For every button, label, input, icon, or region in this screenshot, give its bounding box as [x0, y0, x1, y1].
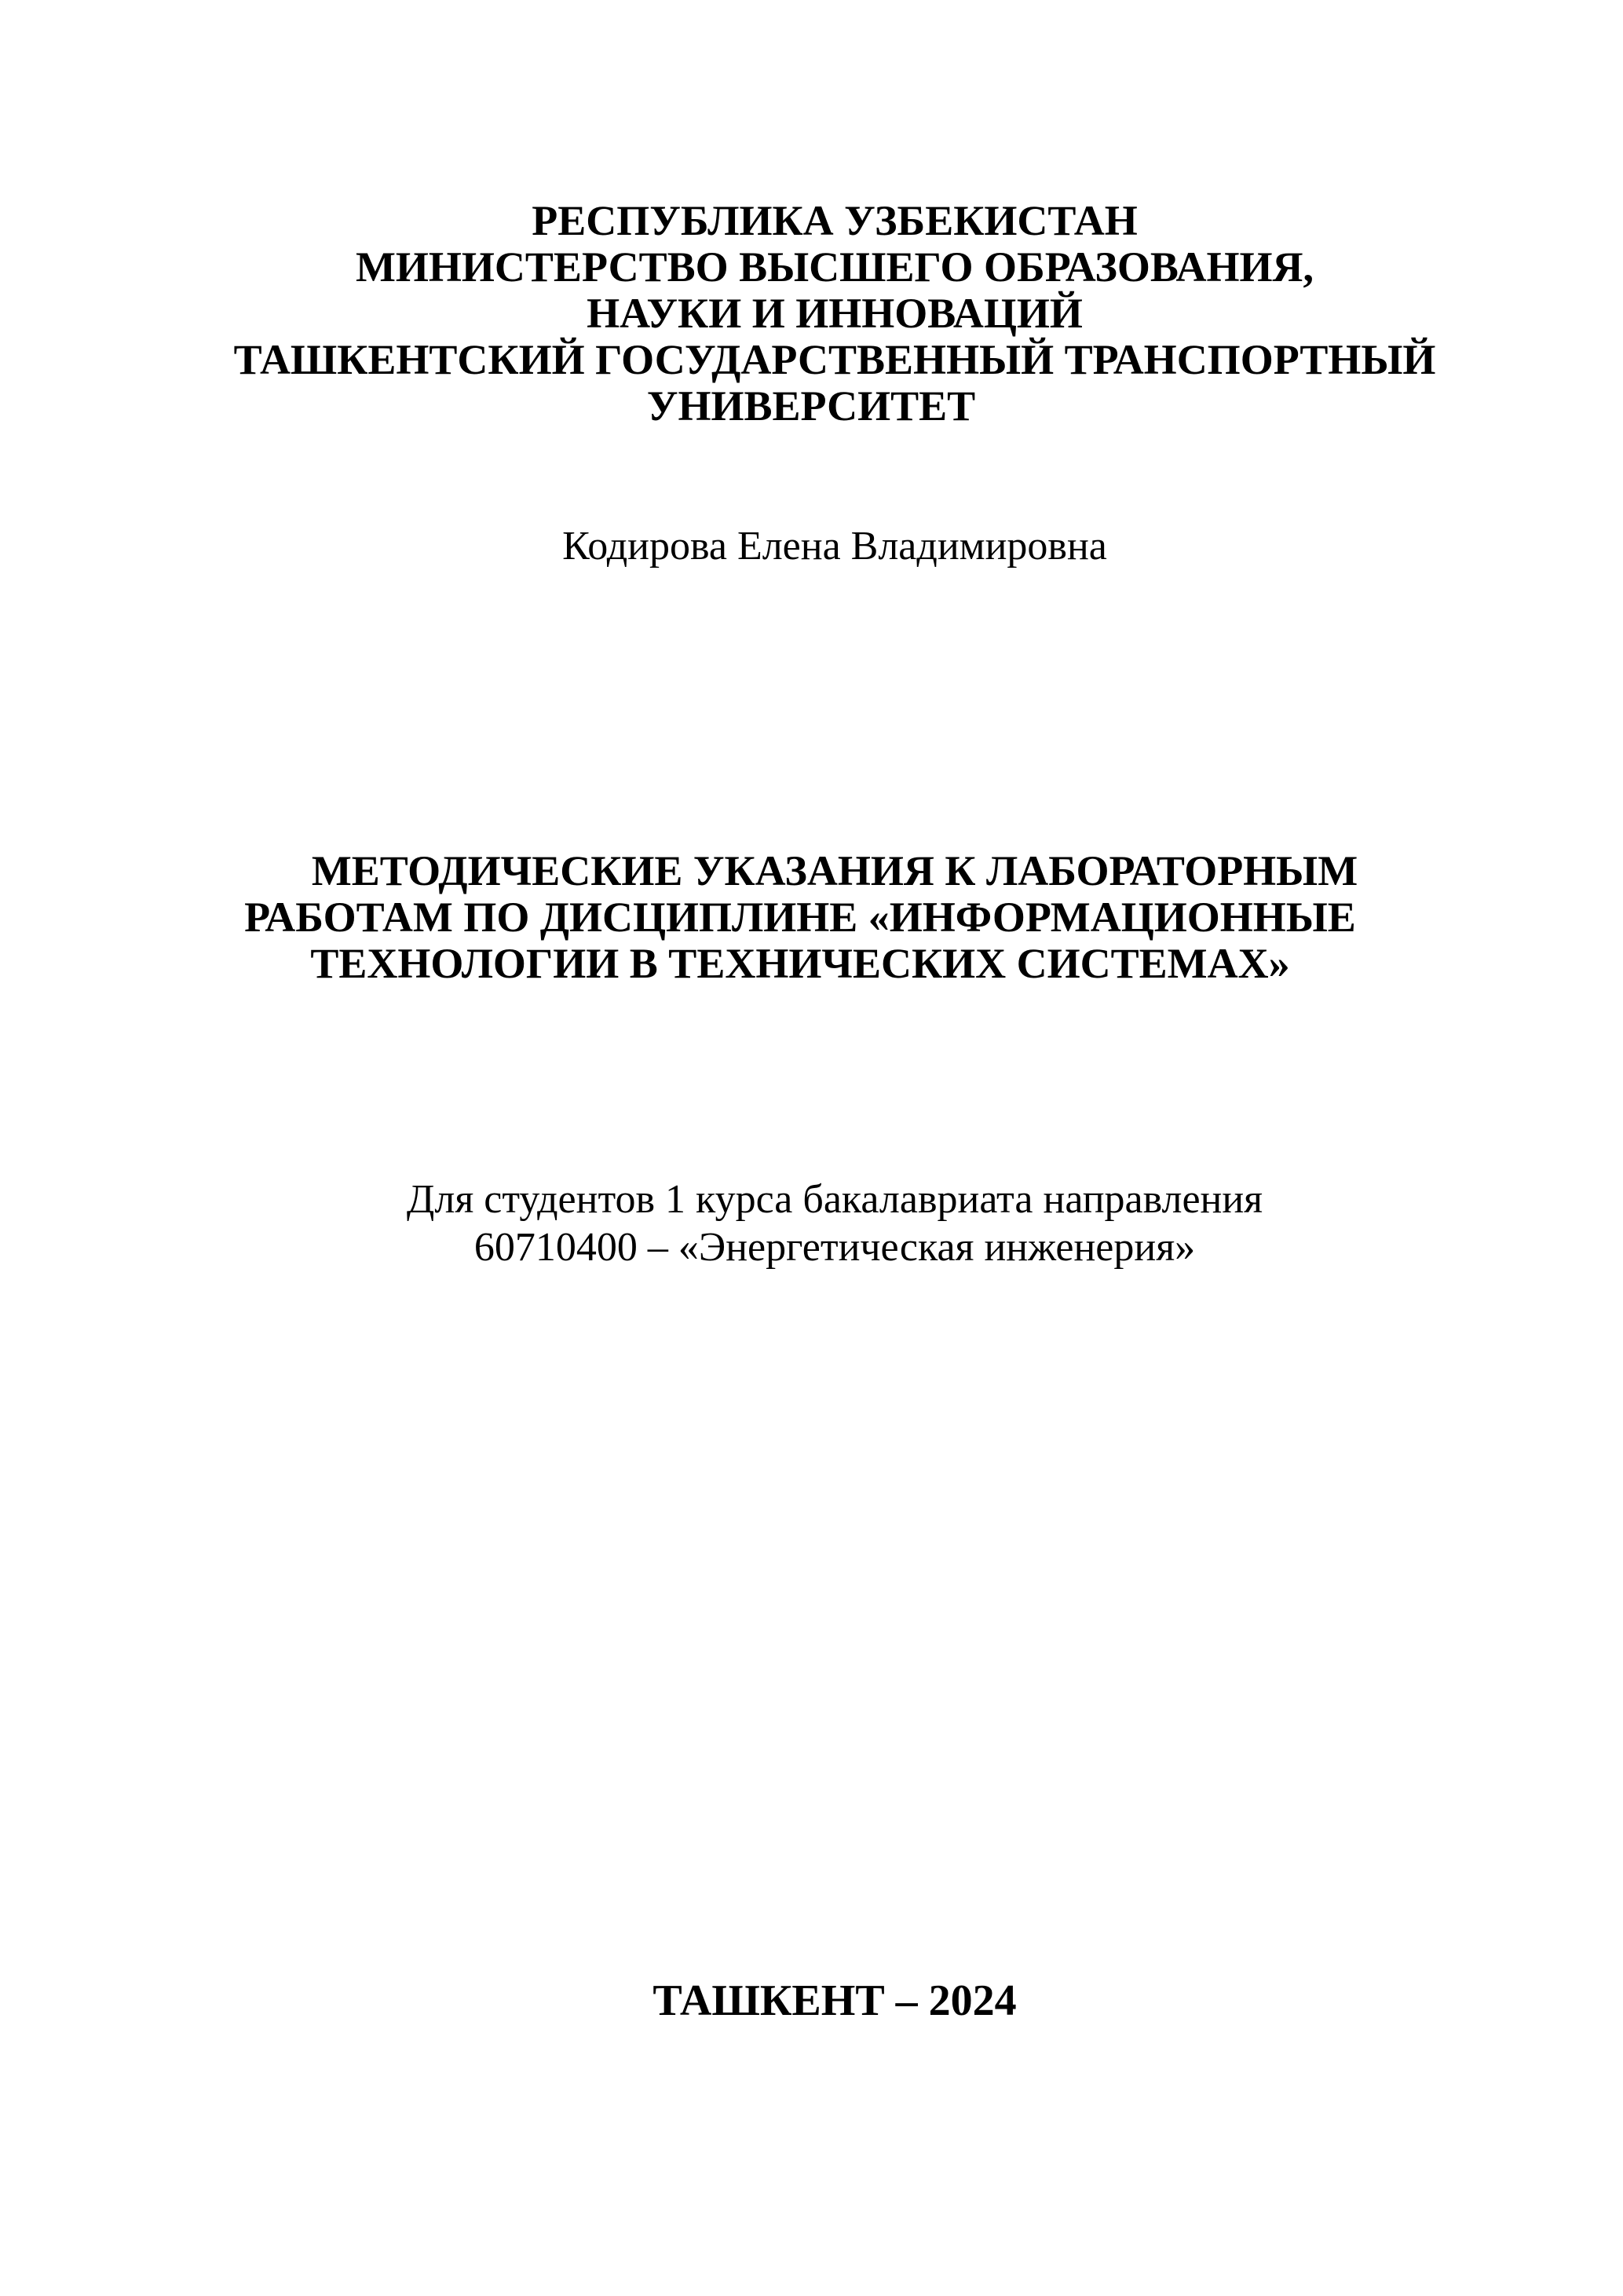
header-line-republic: РЕСПУБЛИКА УЗБЕКИСТАН — [532, 197, 1138, 244]
header-line-university-name: ТАШКЕНТСКИЙ ГОСУДАРСТВЕННЫЙ ТРАНСПОРТНЫЙ — [233, 336, 1436, 383]
title-line-3: ТЕХНОЛОГИИ В ТЕХНИЧЕСКИХ СИСТЕМАХ» — [310, 940, 1290, 987]
audience-line-1: Для студентов 1 курса бакалавриата направления — [406, 1177, 1263, 1222]
place-year: ТАШКЕНТ – 2024 — [652, 1976, 1017, 2025]
header-line-university: УНИВЕРСИТЕТ — [646, 382, 976, 430]
header-line-science: НАУКИ И ИННОВАЦИЙ — [587, 290, 1083, 337]
title-line-2: РАБОТАМ ПО ДИСЦИПЛИНЕ «ИНФОРМАЦИОННЫЕ — [244, 894, 1356, 941]
author-name: Кодирова Елена Владимировна — [562, 524, 1107, 569]
header-line-ministry: МИНИСТЕРСТВО ВЫСШЕГО ОБРАЗОВАНИЯ, — [355, 243, 1314, 291]
title-line-1: МЕТОДИЧЕСКИЕ УКАЗАНИЯ К ЛАБОРАТОРНЫМ — [311, 847, 1358, 894]
audience-line-2: 60710400 – «Энергетическая инженерия» — [473, 1225, 1196, 1270]
